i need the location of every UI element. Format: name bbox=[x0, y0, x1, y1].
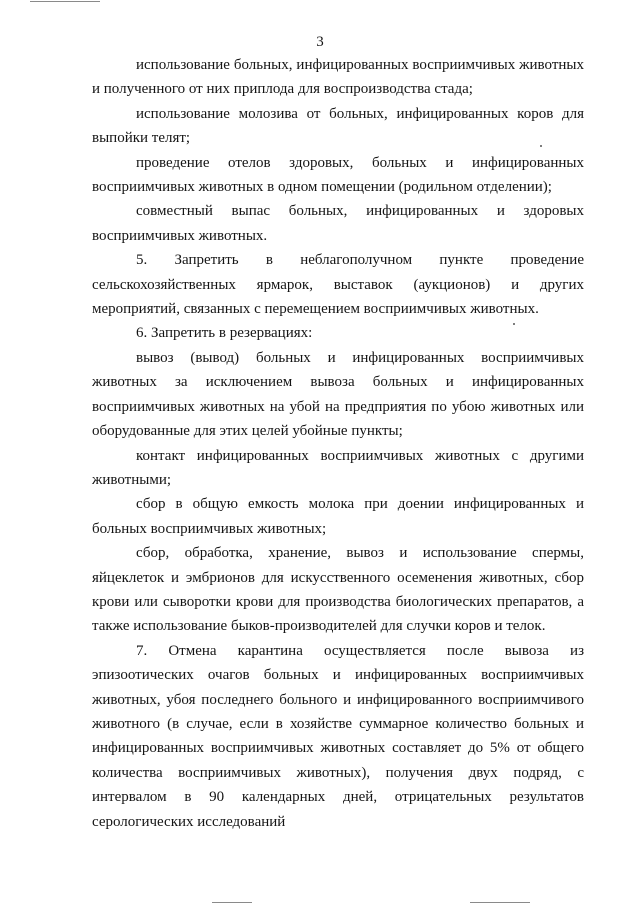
page-number: 3 bbox=[316, 34, 324, 50]
paragraph-grazing-ban: совместный выпас больных, инфицированных и здоровых восприимчивых животных. bbox=[92, 203, 584, 244]
paragraph-colostrum-ban: использование молозива от больных, инфицированных коров для выпойки телят; bbox=[92, 105, 584, 147]
paragraph-milk-ban: сбор в общую емкость молока при доении инфицированных и больных восприимчивых животных; bbox=[92, 496, 584, 537]
document-body bbox=[92, 53, 584, 834]
paragraph-export-ban: вывоз (вывод) больных и инфицированных восприимчивых животных за исключением вывоза больных и инфицированных восприимчивых животных на убой на предприятия по убою животных или оборудованные для этих целей убойные пункты; bbox=[92, 349, 584, 440]
paragraph-semen-ban: сбор, обработка, хранение, вывоз и использование спермы, яйцеклеток и эмбрионов для искусственного осеменения животных, сбор крови или сыворотки крови для производства биологических препаратов, а также использование быков-производителей для случки коров и телок. bbox=[92, 545, 584, 635]
paragraph-item-5: 5. Запретить в неблагополучном пункте проведение сельскохозяйственных ярмарок, выставок (аукционов) и других мероприятий, связанных с перемещением восприимчивых животных. bbox=[92, 252, 584, 318]
paragraph-contact-ban: контакт инфицированных восприимчивых животных с другими животными; bbox=[92, 447, 584, 488]
paragraph-item-6: 6. Запретить в резервациях: bbox=[136, 325, 313, 342]
paragraph-breeding-ban: использование больных, инфицированных восприимчивых животных и полученного от них приплода для воспроизводства стада; bbox=[92, 57, 584, 98]
scan-artifact-top bbox=[30, 1, 100, 2]
paragraph-calving-ban: проведение отелов здоровых, больных и инфицированных восприимчивых животных в одном помещении (родильном отделении); bbox=[92, 154, 584, 196]
paragraph-item-7: 7. Отмена карантина осуществляется после вывоза из эпизоотических очагов больных и инфицированных восприимчивых животных, убоя последнего больного и инфицированного восприимчивого животного (в случае, если в хозяйстве суммарное количество больных и инфицированных восприимчивых животных составляет до 5% от общего количества восприимчивых животных), получения двух подряд, с интервалом в 90 календарных дней, отрицательных результатов серологических исследований bbox=[92, 642, 584, 830]
scan-artifact-bottom-1 bbox=[212, 902, 252, 903]
scan-artifact-bottom-2 bbox=[470, 902, 530, 903]
